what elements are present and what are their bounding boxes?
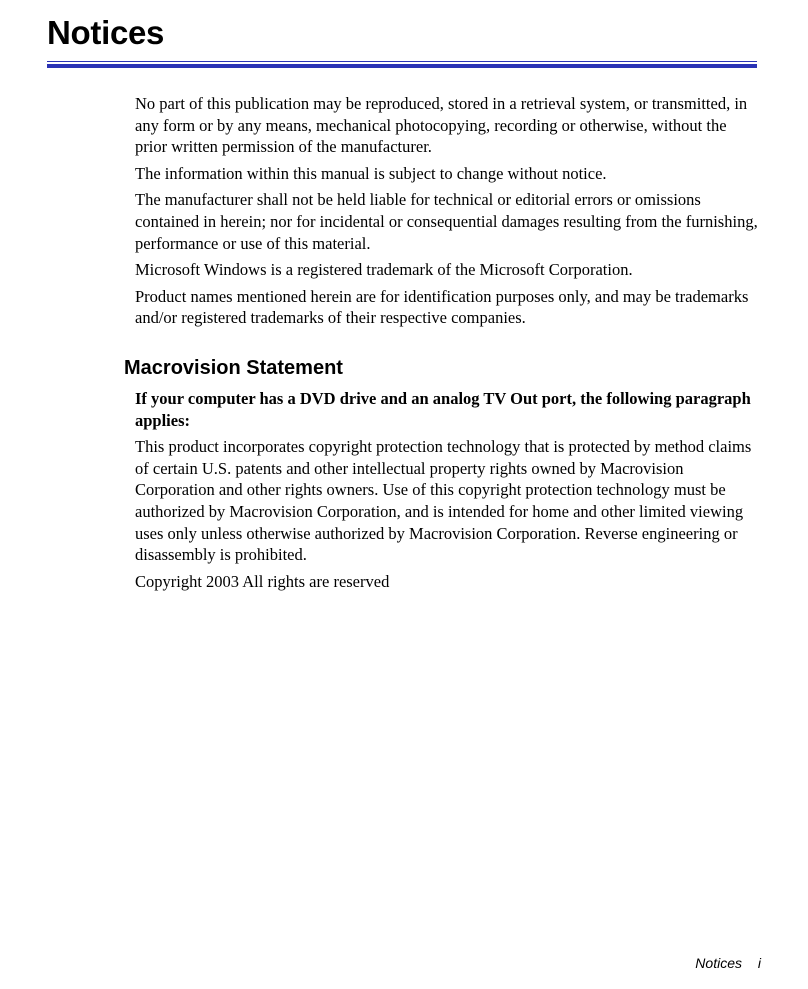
title-divider xyxy=(47,61,757,69)
title-divider-thin-line xyxy=(47,61,757,62)
notices-body xyxy=(135,93,760,334)
macrovision-body xyxy=(135,388,760,597)
notice-paragraph-trademarks: Product names mentioned herein are for identification purposes only, and may be trademarks and/or registered trademarks of their respective companies. xyxy=(135,286,749,328)
notice-paragraph-reproduction: No part of this publication may be reproduced, stored in a retrieval system, or transmitted, in any form or by any means, mechanical photocopying, recording or otherwise, without the prior written permission of the manufacturer. xyxy=(135,94,748,157)
title-divider-thick-line xyxy=(47,64,757,68)
macrovision-paragraph: This product incorporates copyright protection technology that is protected by method claims of certain U.S. patents and other intellectual property rights owned by Macrovision Corporation and other rights owners. Use of this copyright protection technology must be authorized by Macrovision Corporation, and is intended for home and other limited viewing uses only unless otherwise authorized by Macrovision Corporation. Reverse engineering or disassembly is prohibited. xyxy=(135,437,752,565)
page-footer xyxy=(695,954,761,972)
notice-paragraph-microsoft: Microsoft Windows is a registered trademark of the Microsoft Corporation. xyxy=(135,260,633,280)
notice-paragraph-liability: The manufacturer shall not be held liable for technical or editorial errors or omissions contained in herein; nor for incidental or consequential damages resulting from the furnishing, performance or use of this material. xyxy=(135,190,758,253)
notice-paragraph-change: The information within this manual is subject to change without notice. xyxy=(135,163,607,183)
footer-section-label: Notices xyxy=(695,955,742,971)
copyright-line: Copyright 2003 All rights are reserved xyxy=(135,571,390,591)
macrovision-heading: Macrovision Statement xyxy=(124,357,343,379)
page-title: Notices xyxy=(47,14,165,51)
macrovision-lead: If your computer has a DVD drive and an analog TV Out port, the following paragraph applies: xyxy=(135,389,751,430)
footer-page-number: i xyxy=(757,955,761,971)
